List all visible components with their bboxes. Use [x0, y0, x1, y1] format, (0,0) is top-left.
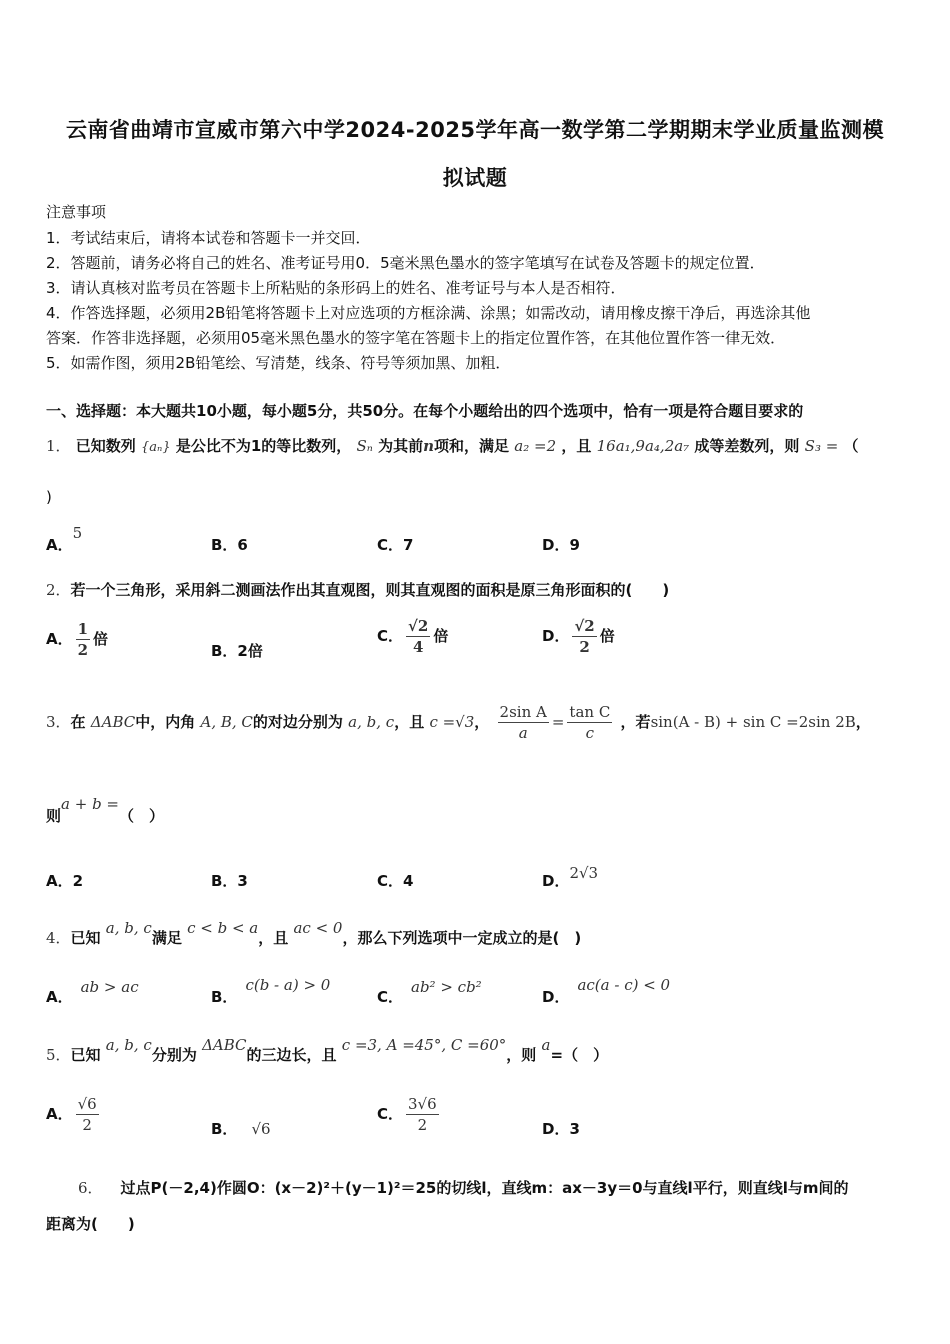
option-b[interactable]: B．2倍 [211, 642, 263, 660]
math-expr: a, b, c [348, 713, 395, 731]
math-expr: ac < 0 [293, 919, 343, 937]
option-d[interactable]: D．ac(a - c) < 0 [542, 976, 671, 1006]
question-1-close: ) [46, 488, 52, 506]
option-b[interactable]: B．3 [211, 872, 248, 890]
math-expr: S₃ = [804, 437, 839, 455]
math-expr: A, B, C [200, 713, 253, 731]
fraction: $\frac{3√6}{2}$ [408, 1095, 437, 1134]
option-c[interactable]: C．7 [377, 536, 414, 554]
math-expr: a [541, 1036, 551, 1054]
notice-item: 2．答题前，请务必将自己的姓名、准考证号用0．5毫米黑色墨水的签字笔填写在试卷及答题卡的规定位置． [46, 254, 765, 272]
notice-item: 1．考试结束后，请将本试卷和答题卡一并交回． [46, 229, 371, 247]
question-3-continued: 则a + b =（ ） [46, 795, 165, 825]
option-b[interactable]: B．6 [211, 536, 248, 554]
section-heading: 一、选择题：本大题共10小题，每小题5分，共50分。在每个小题给出的四个选项中，恰有一项是符合题目要求的 [46, 402, 804, 420]
question-number: 1． [46, 437, 71, 455]
question-6: 6． 过点P(－2,4)作圆O：(x－2)²＋(y－1)²＝25的切线l，直线m：ax－3y＝0与直线l平行，则直线l与m间的 [78, 1179, 849, 1197]
notice-heading: 注意事项 [46, 203, 107, 221]
page-title-continued: 拟试题 [442, 166, 508, 190]
math-expr: a, b, c [105, 1036, 152, 1054]
option-c[interactable]: C． $\frac{√2}{4}$ 倍 [377, 617, 449, 656]
math-expr: c =√3 [429, 713, 475, 731]
notice-item: 3．请认真核对监考员在答题卡上所粘贴的条形码上的姓名、准考证号与本人是否相符． [46, 279, 626, 297]
math-expr: a₂ =2 [514, 437, 557, 455]
question-number: 2． [46, 581, 71, 599]
math-expr: ΔABC [90, 713, 136, 731]
question-number: 4． [46, 929, 71, 947]
option-c[interactable]: C．ab² > cb² [377, 978, 482, 1006]
option-a[interactable]: A．5 [46, 524, 83, 554]
option-b[interactable]: B． √6 [211, 1120, 271, 1138]
option-d[interactable]: D．3 [542, 1120, 580, 1138]
question-2: 2．若一个三角形，采用斜二测画法作出其直观图，则其直观图的面积是原三角形面积的( ) [46, 581, 670, 599]
option-c[interactable]: C．4 [377, 872, 414, 890]
math-expr: c =3, A =45°, C =60° [341, 1036, 507, 1054]
notice-item: 答案．作答非选择题，必须用05毫米黑色墨水的签字笔在答题卡上的指定位置作答，在其他位置作答一律无效． [46, 329, 786, 347]
option-b[interactable]: B．c(b - a) > 0 [211, 976, 331, 1006]
fraction: $\frac{\text{tan C}}{c}$ [569, 703, 611, 742]
option-a[interactable]: A． $\frac{√6}{2}$ [46, 1095, 97, 1134]
option-c[interactable]: C． $\frac{3√6}{2}$ [377, 1095, 437, 1134]
math-expr: a + b = [61, 795, 120, 813]
question-number: 5． [46, 1046, 71, 1064]
math-expr: sin(A - B) + sin C =2sin 2B [650, 713, 856, 731]
fraction: $\frac{√2}{2}$ [574, 617, 595, 656]
math-expr: a, b, c [105, 919, 152, 937]
notice-item: 5．如需作图，须用2B铅笔绘、写清楚，线条、符号等须加黑、加粗． [46, 354, 511, 372]
fraction: $\frac{1}{2}$ [77, 620, 89, 659]
question-number: 6． [78, 1179, 103, 1197]
option-a[interactable]: A．ab > ac [46, 978, 139, 1006]
fraction: $\frac{√2}{4}$ [408, 617, 429, 656]
fraction: $\frac{\text{2sin A}}{a}$ [499, 703, 547, 742]
question-4: 4．已知 a, b, c满足 c < b < a，且 ac < 0，那么下列选项中一定成立的是( ) [46, 919, 582, 947]
option-d[interactable]: D．2√3 [542, 864, 599, 890]
question-5: 5．已知 a, b, c分别为 ΔABC的三边长，且 c =3, A =45°, C =60°，则 a=（ ） [46, 1036, 609, 1064]
option-d[interactable]: D．9 [542, 536, 580, 554]
math-expr: 16a₁,9a₄,2a₇ [596, 437, 690, 455]
question-3: 3．在 ΔABC中，内角 A, B, C的对边分别为 a, b, c，且 c =√3， $\frac{\text{2sin A}}{a}$ = $\frac{\text{tan C}}{c}$ ，若sin(A - B) + sin C =2sin 2B， [46, 703, 871, 742]
math-expr: {aₙ} [141, 440, 171, 455]
math-expr: ΔABC [202, 1036, 247, 1054]
page-title: 云南省曲靖市宣威市第六中学2024-2025学年高一数学第二学期期末学业质量监测模 [65, 118, 885, 142]
math-expr: Sₙ [356, 437, 373, 455]
question-number: 3． [46, 713, 71, 731]
option-d[interactable]: D． $\frac{√2}{2}$ 倍 [542, 617, 615, 656]
question-1: 1． 已知数列 {aₙ} 是公比不为1的等比数列， Sₙ 为其前n项和，满足 a₂ =2 ，且 16a₁,9a₄,2a₇ 成等差数列，则 S₃ = （ [46, 437, 859, 455]
math-expr: c < b < a [187, 919, 259, 937]
option-a[interactable]: A． $\frac{1}{2}$ 倍 [46, 620, 109, 659]
question-6-continued: 距离为( ) [46, 1215, 135, 1233]
option-a[interactable]: A．2 [46, 872, 84, 890]
notice-item: 4．作答选择题，必须用2B铅笔将答题卡上对应选项的方框涂满、涂黑；如需改动，请用橡皮擦干净后，再选涂其他 [46, 304, 811, 322]
fraction: $\frac{√6}{2}$ [77, 1095, 97, 1134]
